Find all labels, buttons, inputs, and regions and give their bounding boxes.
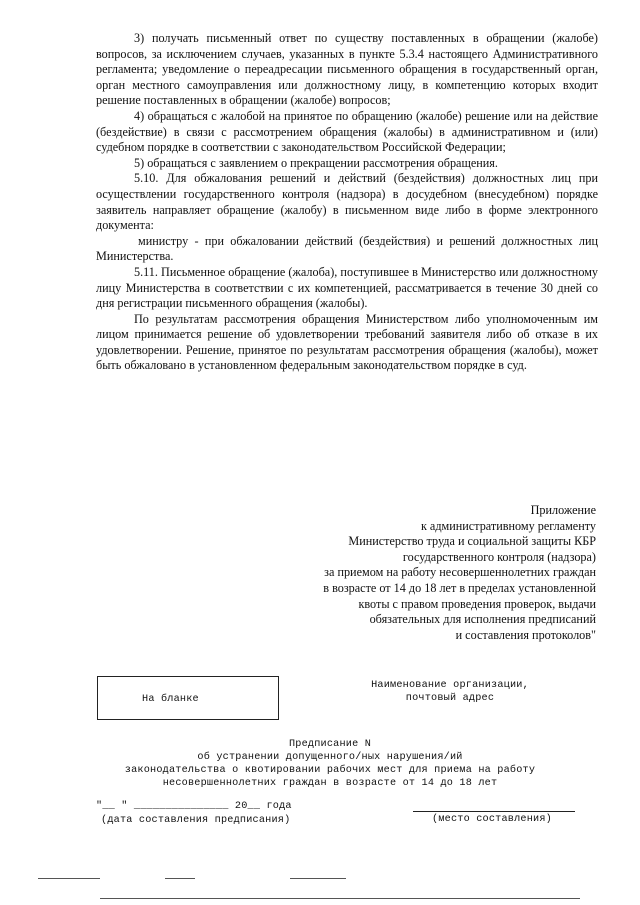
footer-divider [290, 878, 346, 879]
appendix-line: квоты с правом проведения проверок, выдачи [358, 596, 596, 611]
appendix-line: и составления протоколов" [455, 627, 596, 642]
date-caption: (дата составления предписания) [101, 815, 291, 826]
order-title-block [110, 738, 550, 790]
appendix-line: в возрасте от 14 до 18 лет в пределах установленной [323, 580, 596, 595]
paragraph-right-4: 4) обращаться с жалобой на принятое по обращению (жалобе) решение или на действие (бездействие) в связи с рассмотрением обращения (жалобы) в административном и (или) судебном порядке в соответствии с законодательством Российской Федерации; [96, 108, 598, 155]
order-title: Предписание N [288, 739, 372, 750]
paragraph-minister: министру - при обжаловании действий (бездействия) и решений должностных лиц Министерства. [96, 233, 598, 264]
appendix-line: к административному регламенту [420, 518, 596, 533]
paragraph-5-10: 5.10. Для обжалования решений и действий (бездействия) должностных лиц при осуществлении государственного контроля (надзора) в досудебном (внесудебном) порядке заявитель направляет обращение (жалобу) в письменном виде либо в форме электронного документа: [96, 171, 598, 233]
letterhead-label: На бланке [142, 694, 199, 705]
org-line: почтовый адрес [405, 693, 495, 704]
paragraph-results: По результатам рассмотрения обращения Министерством либо уполномоченным им лицом принимается решение об удовлетворении требований заявителя либо об отказе в их удовлетворении. Решение, принятое по результатам рассмотрения обращения (жалобы), может быть обжаловано в установленном федеральным законодательством порядке в суд. [96, 311, 598, 373]
regulation-body-text [96, 31, 598, 374]
footer-divider [38, 878, 100, 879]
appendix-line: за приемом на работу несовершеннолетних граждан [324, 565, 596, 580]
footer-divider [100, 898, 580, 899]
order-subtitle: законодательства о квотировании рабочих мест для приема на работу [124, 765, 536, 776]
place-caption: (место составления) [432, 814, 552, 825]
date-field: "__ " _______________ 20__ года [96, 801, 292, 812]
org-line: Наименование организации, [371, 680, 529, 691]
order-subtitle: об устранении допущенного/ных нарушения/ий [197, 752, 463, 763]
place-field-line [413, 811, 575, 812]
paragraph-right-5: 5) обращаться с заявлением о прекращении рассмотрения обращения. [134, 155, 498, 170]
footer-divider [165, 878, 195, 879]
appendix-line: Приложение [530, 503, 596, 517]
appendix-line: государственного контроля (надзора) [402, 549, 596, 564]
order-subtitle: несовершеннолетних граждан в возрасте от 14 до 18 лет [162, 778, 498, 789]
paragraph-right-3: 3) получать письменный ответ по существу поставленных в обращении (жалобе) вопросов, за исключением случаев, указанных в пункте 5.3.4 настоящего Административного регламента; уведомление о переадресации письменного обращения в государственный орган, орган местного самоуправления или должностному лицу, в компетенцию которых входит решение поставленных в обращении (жалобе) вопросов; [96, 31, 598, 108]
appendix-line: Министерство труда и социальной защиты КБР [348, 534, 596, 549]
appendix-line: обязательных для исполнения предписаний [369, 612, 596, 627]
appendix-header [296, 503, 596, 643]
paragraph-5-11: 5.11. Письменное обращение (жалоба), поступившее в Министерство или должностному лицу Министерства в соответствии с их компетенцией, рассматривается в течение 30 дней со дня регистрации письменного обращения (жалобы). [96, 264, 598, 311]
organization-address-block [330, 679, 570, 705]
letterhead-box [97, 676, 279, 720]
